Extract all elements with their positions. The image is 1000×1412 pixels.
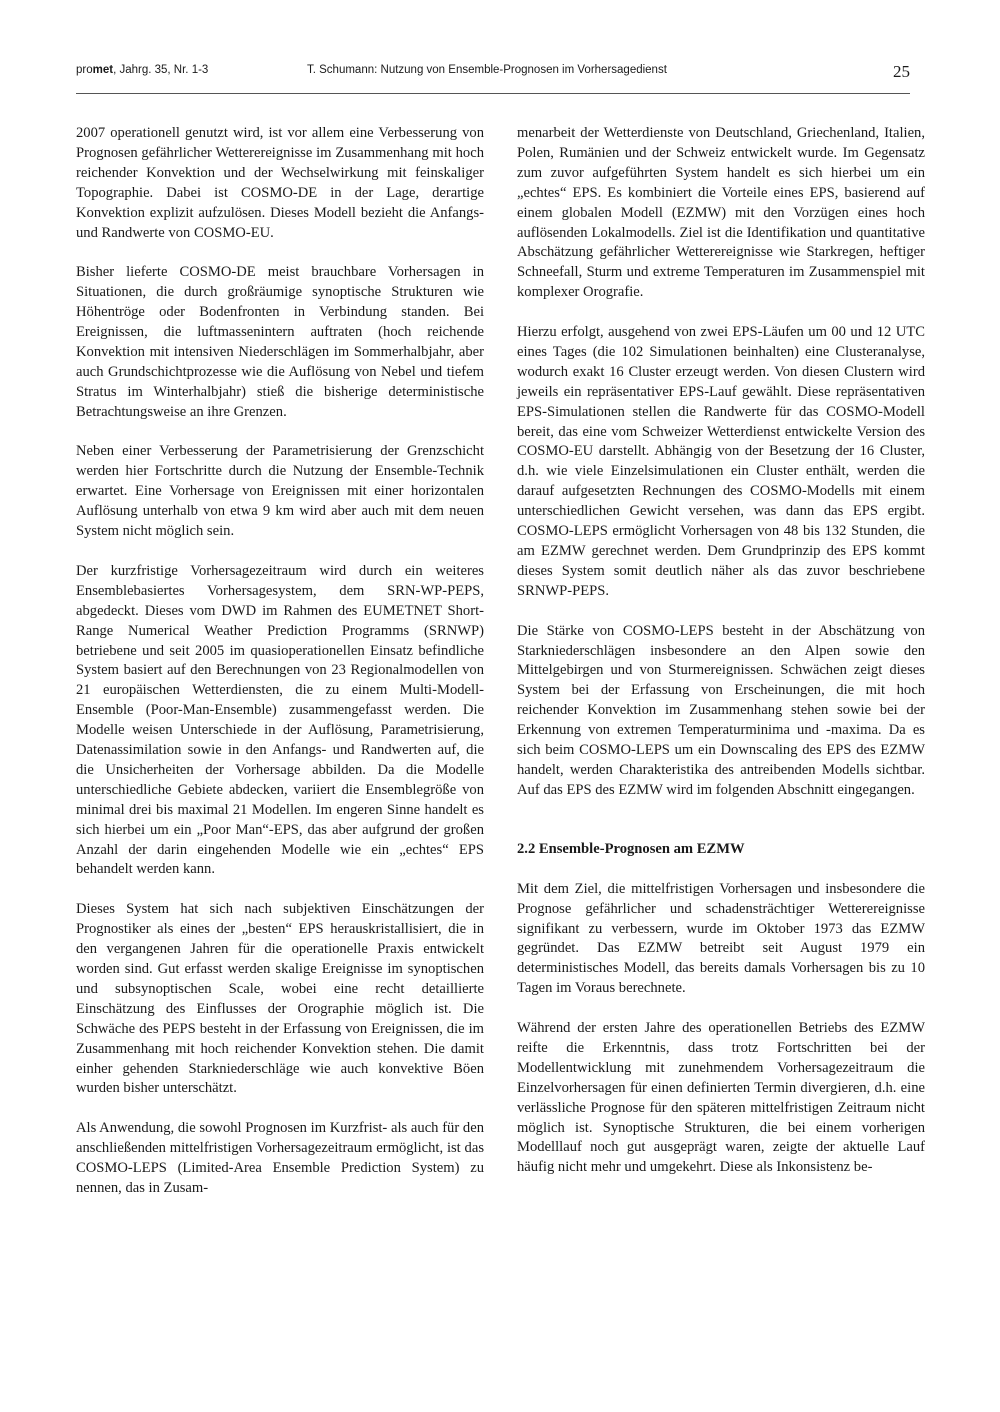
journal-citation: promet, Jahrg. 35, Nr. 1-3 <box>76 64 209 76</box>
paragraph: Als Anwendung, die sowohl Prognosen im Kurzfrist- als auch für den anschließenden mittelfristigen Vorhersagezeitraum ermöglicht, ist das COSMO-LEPS (Limited-Area Ensemble Prediction System) zu nennen, das in Zusam- <box>76 1120 484 1196</box>
running-header <box>76 62 910 86</box>
paragraph: Während der ersten Jahre des operationellen Betriebs des EZMW reifte die Erkenntnis, dass trotz Fortschritten bei der Modellentwicklung mit zunehmendem Vorhersagezeitraum die Einzelvorhersagen für einen definierten Termin divergieren, d.h. eine verlässliche Prognose für den späteren mittelfristigen Zeitraum nicht möglich ist. Synoptische Strukturen, die bei einem vorherigen Modelllauf noch gut ausgeprägt waren, zeigte der aktuelle Lauf häufig nicht mehr und umgekehrt. Diese als Inkonsistenz be- <box>517 1020 925 1176</box>
section-heading: 2.2 Ensemble-Prognosen am EZMW <box>517 840 745 857</box>
journal-brand-emph: met <box>92 64 114 76</box>
running-title: T. Schumann: Nutzung von Ensemble-Prognosen im Vorhersagedienst <box>307 64 667 76</box>
left-column <box>76 124 484 1219</box>
header-rule <box>76 93 910 94</box>
paragraph: Hierzu erfolgt, ausgehend von zwei EPS-Läufen um 00 und 12 UTC eines Tages (die 102 Simulationen beinhalten) eine Clusteranalyse, wodurch exakt 16 Cluster erzeugt werden. Von diesen Clustern wird jeweils ein repräsentativer EPS-Lauf gewählt. Diese repräsentativen EPS-Simulationen stellen die Randwerte für das COSMO-Modell bereit, das eine vom Schweizer Wetterdienst entwickelte Version des COSMO-EU darstellt. Abhängig von der Besetzung der 16 Cluster, d.h. wie viele Einzelsimulationen ein Cluster enthält, werden die darauf aufgesetzten Rechnungen des COSMO-Modells mit einem unterschiedlichen Gewicht versehen, was dann das EPS ergibt. COSMO-LEPS ermöglicht Vorhersagen von 48 bis 132 Stunden, die am EZMW gerechnet werden. Dem Grundprinzip des EPS kommt dieses System somit deutlich näher als das zuvor beschriebene SRNWP-PEPS. <box>517 324 925 599</box>
paragraph: Bisher lieferte COSMO-DE meist brauchbare Vorhersagen in Situationen, die durch großräumige synoptische Strukturen wie Höhentröge oder Bodenfronten in Verbindung standen. Bei Ereignissen, die luftmassenintern auftraten (hoch reichende Konvektion mit intensiven Niederschlägen im Sommerhalbjahr, aber auch Grundschichtprozesse wie die Auflösung von Nebel und tiefem Stratus im Winterhalbjahr) stieß die bisherige deterministische Betrachtungsweise an ihre Grenzen. <box>76 264 484 420</box>
paragraph: 2007 operationell genutzt wird, ist vor allem eine Verbesserung von Prognosen gefährlicher Wetterereignisse im Zusammenhang mit hoch reichender Konvektion und der Wechselwirkung mit feinskaliger Topographie. Dabei ist COSMO-DE in der Lage, derartige Konvektion explizit aufzulösen. Dieses Modell bezieht die Anfangs- und Randwerte von COSMO-EU. <box>76 125 484 241</box>
paragraph: Der kurzfristige Vorhersagezeitraum wird durch ein weiteres Ensemblebasiertes Vorhersagesystem, dem SRN-WP-PEPS, abgedeckt. Dieses vom DWD im Rahmen des EUMETNET Short-Range Numerical Weather Prediction Programms (SRNWP) betriebene und seit 2005 im quasioperationellen Einsatz befindliche System basiert auf den Berechnungen von 23 Regionalmodellen von 21 europäischen Wetterdiensten, die zu einem Multi-Modell-Ensemble (Poor-Man-Ensemble) zusammengefasst werden. Die Modelle weisen Unterschiede in der Auflösung, Parametrisierung, Datenassimilation sowie in den Anfangs- und Randwerten auf, die die Unsicherheiten der Vorhersage abbilden. Da die Modelle unterschiedliche Gebiete abdecken, variiert die Ensemblegröße von minimal drei bis maximal 21 Modellen. Im engeren Sinne handelt es sich hierbei um ein „Poor Man“-EPS, das aber aufgrund der großen Anzahl der darin eingehenden Modelle wie ein „echtes“ EPS behandelt werden kann. <box>76 562 484 878</box>
paragraph: Dieses System hat sich nach subjektiven Einschätzungen der Prognostiker als eines der „besten“ EPS herauskristallisiert, die in den vergangenen Jahren für die operationelle Praxis entwickelt worden sind. Gut erfasst werden skalige Ereignisse im synoptischen und subsynoptischen Scale, wobei eine recht detaillierte Einschätzung des Einflusses der Orographie möglich ist. Die Schwäche des PEPS besteht in der Erfassung von Ereignissen, die im Zusammenhang mit hoch reichender Konvektion stehen. Die damit einher gehenden Starkniederschläge wie auch konvektive Böen wurden bisher unterschätzt. <box>76 901 484 1097</box>
right-column <box>517 124 925 1198</box>
paragraph: menarbeit der Wetterdienste von Deutschland, Griechenland, Italien, Polen, Rumänien und der Schweiz entwickelt wurde. Im Gegensatz zum zuvor aufgeführten System handelt es sich hierbei um ein „echtes“ EPS. Es kombiniert die Vorteile eines EPS, basierend auf einem globalen Modell (EZMW) mit den Vorzügen eines hoch auflösenden Lokalmodells. Ziel ist die Identifikation und quantitative Abschätzung gefährlicher Wetterereignisse wie Starkregen, heftiger Schneefall, Sturm und extreme Temperaturen im Zusammenspiel mit komplexer Orografie. <box>517 125 925 301</box>
paragraph: Die Stärke von COSMO-LEPS besteht in der Abschätzung von Starkniederschlägen insbesondere an den Alpen sowie den Mittelgebirgen und von Sturmereignissen. Schwächen zeigt dieses System bei der Erfassung von Erscheinungen, die mit hoch reichender Konvektion im Zusammenhang stehen sowie bei der Erkennung von extremen Temperaturminima und -maxima. Da es sich beim COSMO-LEPS um ein Downscaling des EPS des EZMW handelt, werden Charakteristika des antreibenden Modells sichtbar. Auf das EPS des EZMW wird im folgenden Abschnitt eingegangen. <box>517 622 925 798</box>
paragraph: Mit dem Ziel, die mittelfristigen Vorhersagen und insbesondere die Prognose gefährlicher und schadensträchtiger Wetterereignisse signifikant zu verbessern, wurde im Oktober 1973 das EZMW gegründet. Das EZMW betreibt seit August 1979 ein deterministisches Modell, das bereits damals Vorhersagen bis zu 10 Tagen im Voraus berechnete. <box>517 880 925 997</box>
paragraph: Neben einer Verbesserung der Parametrisierung der Grenzschicht werden hier Fortschritte durch die Nutzung der Ensemble-Technik erwartet. Eine Vorhersage von Ereignissen mit einer horizontalen Auflösung unterhalb von etwa 9 km wird aber auch mit dem neuen System nicht möglich sein. <box>76 443 484 540</box>
page-number: 25 <box>893 62 910 81</box>
